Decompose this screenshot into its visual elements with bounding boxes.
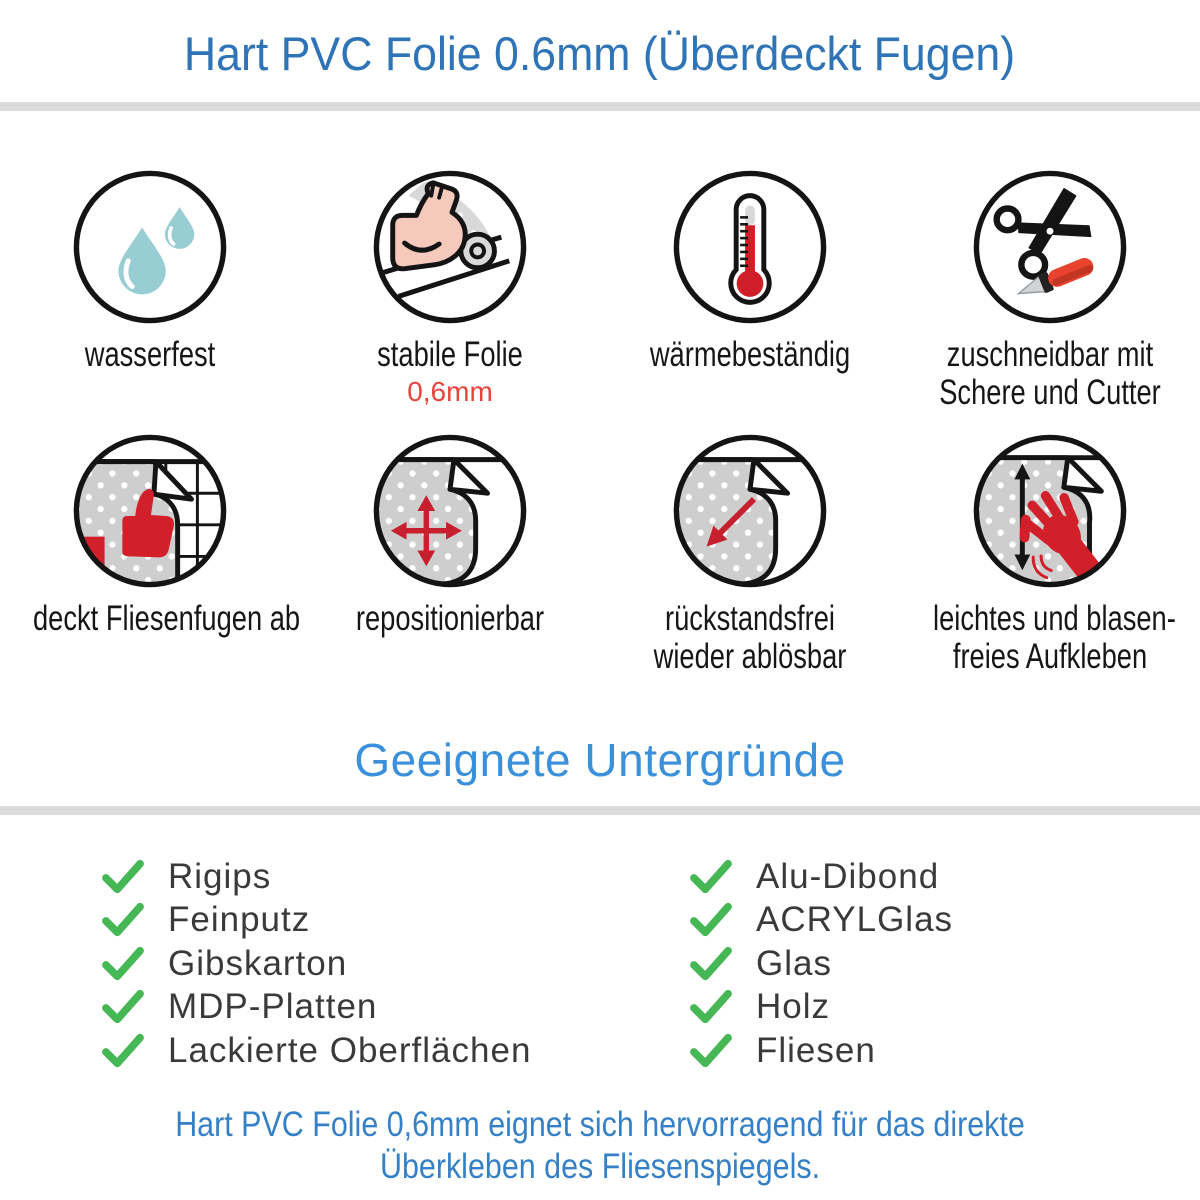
checklist-item-label: Alu-Dibond [756,856,940,896]
subsurfaces-heading: Geeignete Untergründe [354,734,846,786]
checklist-item-label: ACRYLGlas [756,900,954,940]
checklist-item [688,899,953,943]
checklist-item [100,899,531,943]
checklist-item-label: Feinputz [168,900,311,940]
check-icon [688,945,734,983]
checklist-item-label: Rigips [168,856,272,896]
feature-label: wärmebeständig [649,335,851,374]
checklist-item [688,1029,953,1073]
feature-covers-grout [0,432,300,688]
features-grid [0,168,1200,688]
checklist-item [100,1029,531,1073]
checklist-item-label: Holz [756,987,831,1027]
checklist-item [100,986,531,1030]
feature-bubble-free [900,432,1200,688]
checklist-item [688,855,953,899]
feature-cuttable [900,168,1200,424]
muscle-foil-icon [371,168,529,326]
page-title-text: Hart PVC Folie 0.6mm (Überdeckt Fugen) [184,27,1016,80]
check-icon [100,858,146,896]
feature-sub: 0,6mm [407,376,493,407]
scissors-cutter-icon [971,168,1129,326]
checklist-column-right [688,855,953,1073]
check-icon [100,901,146,939]
footer-note-line2: Überkleben des Fliesenspiegels. [379,1147,821,1186]
feature-label-2: wieder ablösbar [653,637,847,676]
divider-bar-top [0,102,1200,111]
page-title [0,26,1200,81]
check-icon [688,1032,734,1070]
check-icon [100,1032,146,1070]
check-icon [100,988,146,1026]
checklist-item-label: Lackierte Oberflächen [168,1030,532,1070]
feature-heat-resistant [600,168,900,424]
feature-label: stabile Folie [377,335,523,374]
feature-stable-foil [300,168,600,424]
check-icon [688,858,734,896]
checklist-column-left [100,855,531,1073]
water-drops-icon [71,168,229,326]
footer-note [0,1104,1200,1188]
feature-label-2: Schere und Cutter [939,373,1161,412]
thermometer-icon [671,168,829,326]
checklist-item [100,855,531,899]
checklist-item-label: MDP-Platten [168,987,378,1027]
checklist-item [688,942,953,986]
feature-repositionable [300,432,600,688]
divider-bar-middle [0,806,1200,815]
checklist-item [100,942,531,986]
hand-smooth-icon [971,432,1129,590]
subsurfaces-checklist [0,855,1200,1080]
feature-label: deckt Fliesenfugen ab [33,599,301,638]
checklist-item-label: Fliesen [756,1030,876,1070]
thumb-tiles-icon [71,432,229,590]
feature-residue-free [600,432,900,688]
feature-waterproof [0,168,300,424]
feature-label: repositionierbar [355,599,545,638]
checklist-item-label: Gibskarton [168,943,348,983]
check-icon [100,945,146,983]
feature-label: rückstandsfrei [665,599,835,638]
check-icon [688,988,734,1026]
checklist-item [688,986,953,1030]
feature-label: zuschneidbar mit [946,335,1154,374]
feature-label-2: freies Aufkleben [952,637,1148,676]
check-icon [688,901,734,939]
feature-label: leichtes und blasen- [933,599,1176,638]
peel-arrow-icon [671,432,829,590]
feature-label: wasserfest [84,335,216,374]
checklist-item-label: Glas [756,943,832,983]
move-arrows-icon [371,432,529,590]
footer-note-line1: Hart PVC Folie 0,6mm eignet sich hervorragend für das direkte [175,1105,1025,1144]
